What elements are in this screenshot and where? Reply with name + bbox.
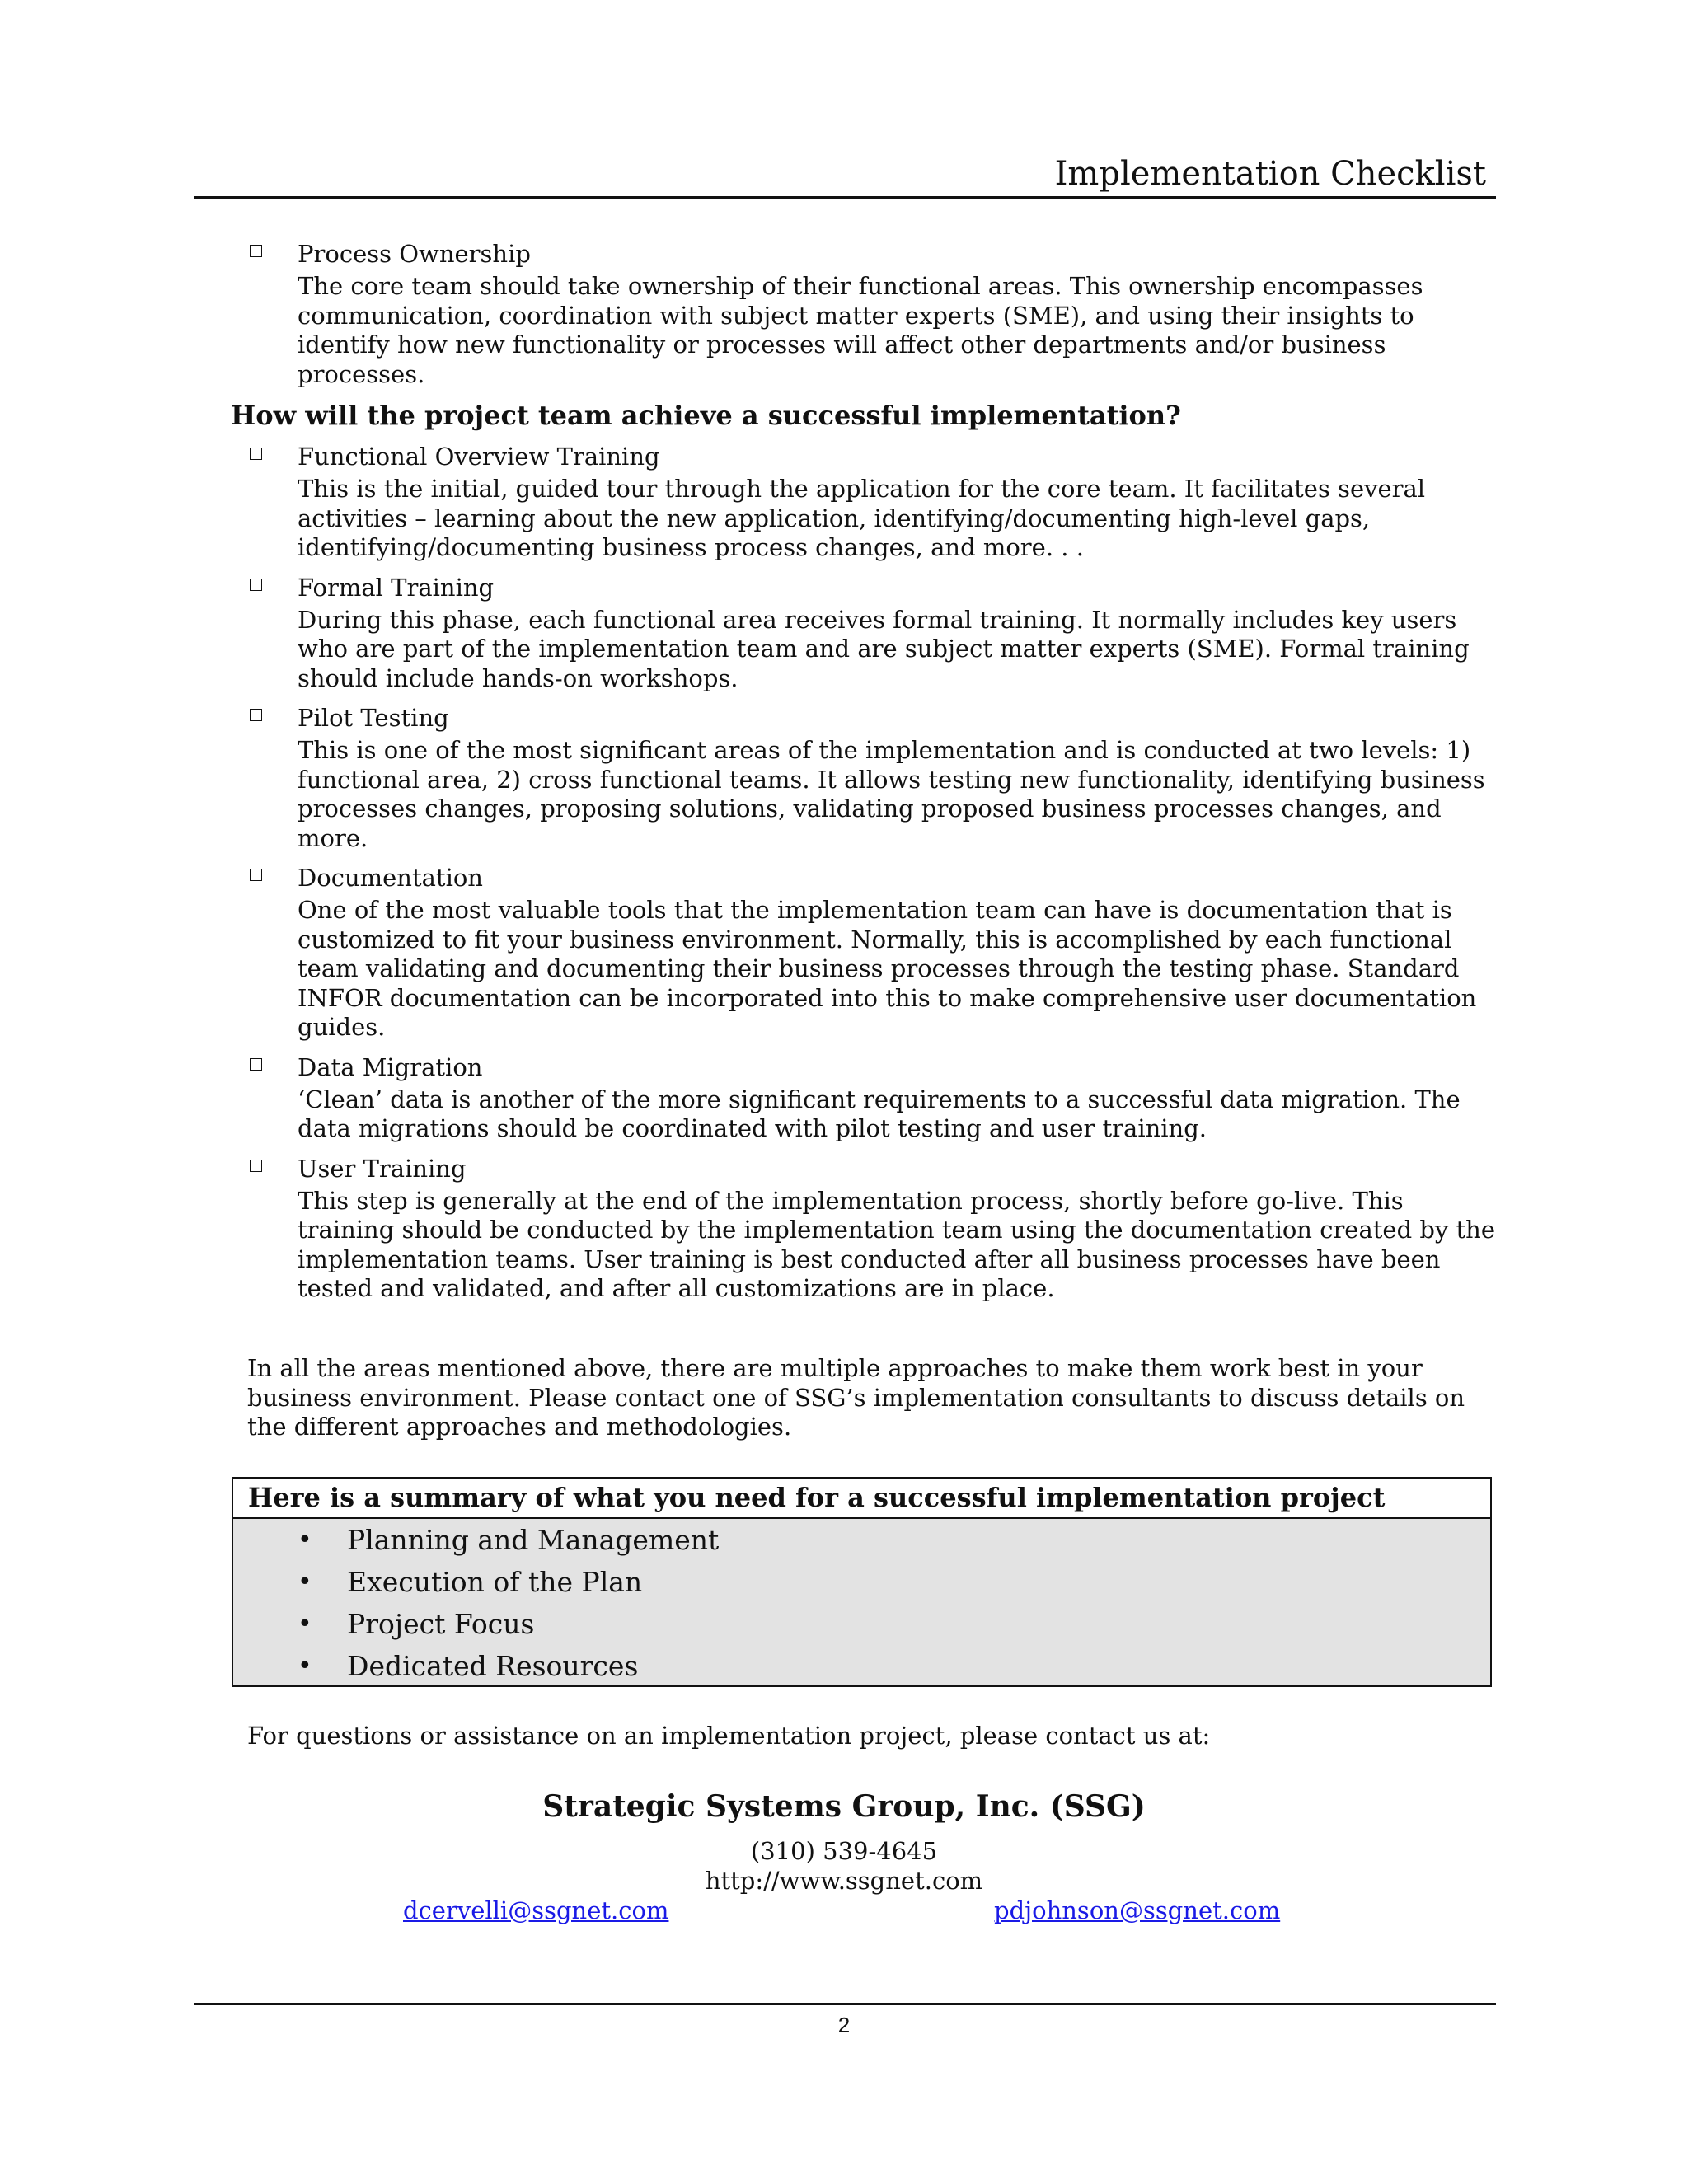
summary-list-item [233,1519,1490,1561]
checklist-item-title: User Training [298,1154,467,1183]
checklist-item-description: One of the most valuable tools that the implementation team can have is documentation that is customized to fit your business environment. Normally, this is accomplished by each functional team validating and documenting their business processes through the testing phase. Standard INFOR documentation can be incorporated into this to make comprehensive user documentation guides. [298,896,1477,1041]
checklist-item-title: Formal Training [298,573,495,602]
bullet-icon: • [298,1610,312,1638]
checkbox-icon[interactable] [250,709,262,721]
checklist-item-pilot-testing [231,700,1500,853]
checklist-item-title: Pilot Testing [298,704,449,732]
checklist-item-title: Process Ownership [298,240,531,268]
checkbox-icon[interactable] [250,1160,262,1172]
summary-list-item [233,1603,1490,1645]
contact-website: http://www.ssgnet.com [705,1867,983,1895]
checklist-item-description: This is one of the most significant areas of the implementation and is conducted at two levels: 1) functional area, 2) cross functional teams. It allows testing new functionality, identifying business processes changes, proposing solutions, validating proposed business processes changes, and more. [298,736,1485,852]
contact-intro: For questions or assistance on an implementation project, please contact us at: [247,1722,1211,1750]
email-link-pdjohnson[interactable]: pdjohnson@ssgnet.com [994,1896,1281,1924]
checklist-item-description: ‘Clean’ data is another of the more significant requirements to a successful data migration. The data migrations should be coordinated with pilot testing and user training. [298,1085,1461,1142]
checklist-item-description: During this phase, each functional area receives formal training. It normally includes key users who are part of the implementation team and are subject matter experts (SME). Formal training should include hands-on workshops. [298,605,1470,692]
checkbox-icon[interactable] [250,1058,262,1071]
checklist-item-title: Data Migration [298,1052,483,1081]
email-link-dcervelli[interactable]: dcervelli@ssgnet.com [403,1896,669,1924]
bullet-icon: • [298,1652,312,1680]
checklist-item-functional-overview-training [231,438,1500,563]
summary-list-item [233,1645,1490,1687]
footer-divider [194,2003,1496,2005]
checklist-item-user-training [231,1151,1500,1304]
checklist-content [231,236,1500,1310]
company-name: Strategic Systems Group, Inc. (SSG) [542,1789,1146,1824]
checklist-item-process-ownership [231,236,1500,389]
header-divider [194,196,1496,199]
section-heading: How will the project team achieve a successful implementation? [231,400,1181,431]
page-header-title: Implementation Checklist [1054,155,1486,193]
bullet-icon: • [298,1526,312,1554]
contact-phone: (310) 539-4645 [750,1837,938,1865]
checkbox-icon[interactable] [250,448,262,460]
summary-header: Here is a summary of what you need for a successful implementation project [233,1479,1490,1519]
checklist-item-description: This step is generally at the end of the implementation process, shortly before go-live. This training should be conducted by the implementation team using the documentation created by the implementation teams. User training is best conducted after all business processes have been tested and validated, and after all customizations are in place. [298,1186,1496,1302]
summary-item-label: Dedicated Resources [347,1650,639,1682]
summary-list-item [233,1561,1490,1603]
checklist-item-description: This is the initial, guided tour through the application for the core team. It facilitates several activities – learning about the new application, identifying/documenting high-level gaps, identifying/documenting business process changes, and more. . . [298,475,1426,561]
summary-box [232,1477,1492,1687]
checklist-item-description: The core team should take ownership of their functional areas. This ownership encompasses communication, coordination with subject matter experts (SME), and using their insights to identify how new functionality or processes will affect other departments and/or business processes. [298,272,1423,388]
checklist-item-title: Documentation [298,864,483,892]
checklist-item-data-migration [231,1049,1500,1144]
summary-list [233,1519,1490,1687]
checklist-item-title: Functional Overview Training [298,443,660,471]
bullet-icon: • [298,1568,312,1596]
checklist-item-formal-training [231,569,1500,694]
checklist-item-documentation [231,860,1500,1043]
checkbox-icon[interactable] [250,869,262,881]
page-number: 2 [837,2013,851,2037]
summary-item-label: Execution of the Plan [347,1566,643,1598]
summary-item-label: Project Focus [347,1608,535,1640]
checkbox-icon[interactable] [250,579,262,591]
closing-paragraph: In all the areas mentioned above, there are multiple approaches to make them work best in your business environment. Please contact one of SSG’s implementation consultants to discuss details on the different approaches and methodologies. [247,1354,1465,1441]
checkbox-icon[interactable] [250,245,262,257]
summary-item-label: Planning and Management [347,1524,720,1556]
